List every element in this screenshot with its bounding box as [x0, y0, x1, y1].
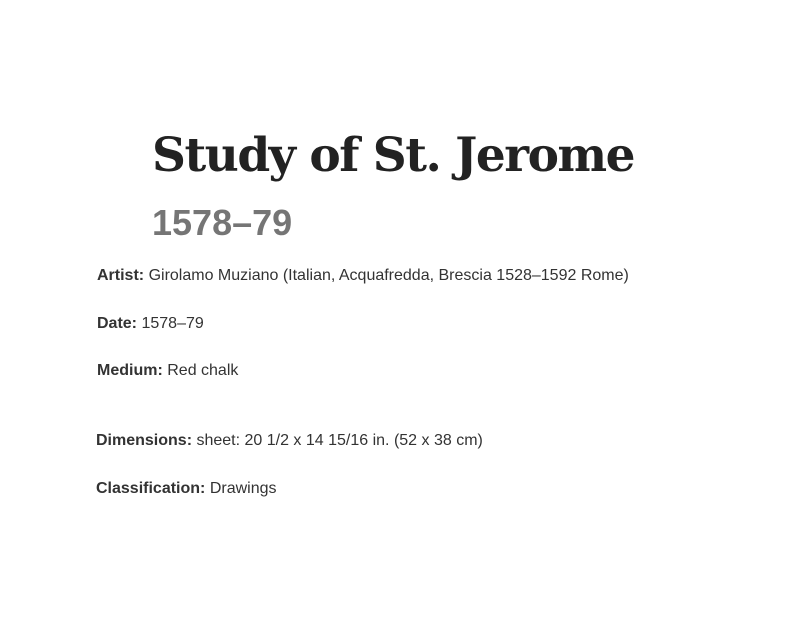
classification-field [96, 479, 277, 499]
medium-label: Medium: [97, 362, 163, 379]
artist-value: Girolamo Muziano (Italian, Acquafredda, Brescia 1528–1592 Rome) [148, 267, 629, 284]
artist-field [97, 266, 629, 286]
dimensions-value: sheet: 20 1/2 x 14 15/16 in. (52 x 38 cm) [196, 432, 483, 449]
medium-field [97, 361, 238, 381]
classification-label: Classification: [96, 480, 206, 497]
medium-value: Red chalk [167, 362, 239, 379]
date-label: Date: [97, 315, 138, 332]
artist-label: Artist: [97, 267, 145, 284]
date-field [97, 314, 204, 334]
dimensions-label: Dimensions: [96, 432, 193, 449]
artwork-title: Study of St. Jerome [152, 128, 635, 183]
dimensions-field [96, 431, 483, 451]
classification-value: Drawings [209, 480, 277, 497]
artwork-date-heading: 1578–79 [152, 202, 293, 243]
date-value: 1578–79 [141, 315, 204, 332]
